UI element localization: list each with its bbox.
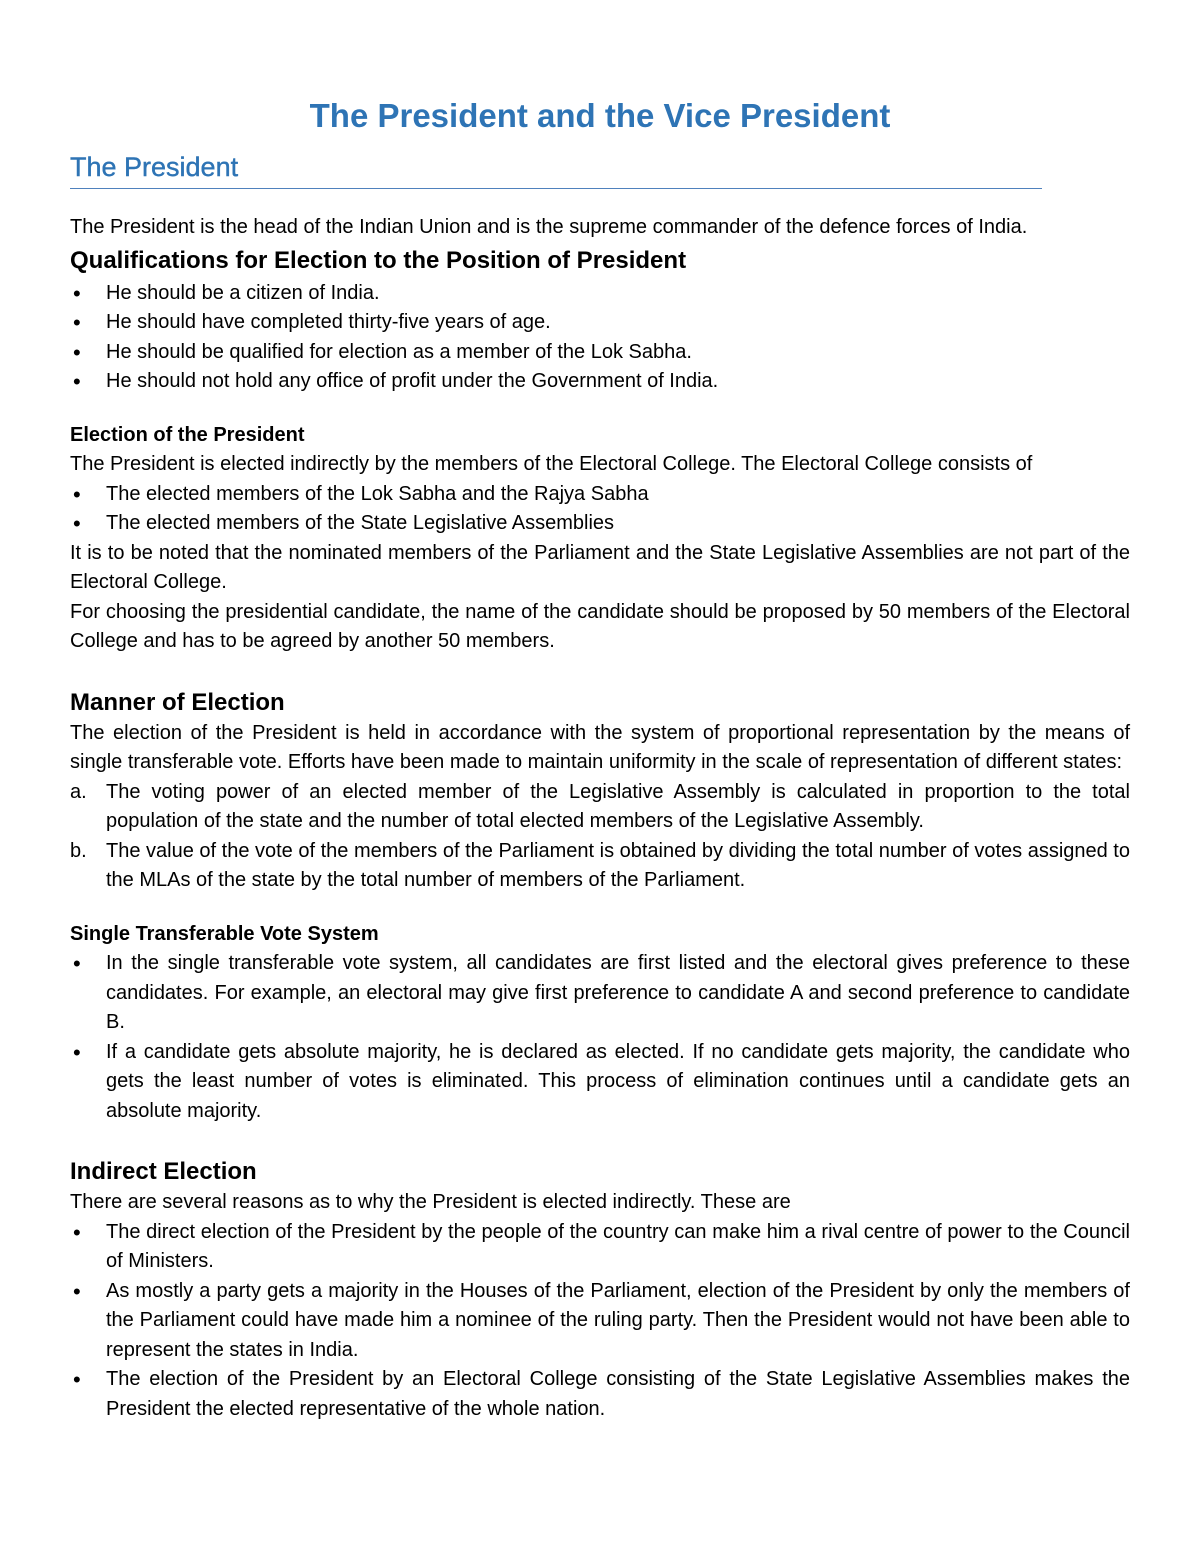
list-item: • He should not hold any office of profit under the Government of India. bbox=[70, 367, 1130, 397]
stv-list bbox=[70, 949, 1130, 1126]
document-page bbox=[70, 92, 1130, 1424]
heading-divider bbox=[70, 188, 1042, 189]
indirect-heading: Indirect Election bbox=[70, 1158, 257, 1185]
qualifications-list bbox=[70, 279, 1130, 397]
manner-list bbox=[70, 778, 1130, 896]
indirect-list bbox=[70, 1218, 1130, 1425]
election-note-nominated: It is to be noted that the nominated members of the Parliament and the State Legislative Assemblies are not part of the Electoral College. bbox=[70, 541, 1130, 593]
election-heading: Election of the President bbox=[70, 423, 305, 446]
list-item bbox=[70, 837, 1130, 896]
list-item: • The elected members of the State Legislative Assemblies bbox=[70, 509, 1130, 539]
list-item: • The election of the President by an Electoral College consisting of the State Legislative Assemblies makes the President the elected representative of the whole nation. bbox=[70, 1365, 1130, 1424]
list-item-text: The value of the vote of the members of the Parliament is obtained by dividing the total number of votes assigned to the MLAs of the state by the total number of members of the Parliament. bbox=[106, 839, 1130, 891]
list-item: • In the single transferable vote system, all candidates are first listed and the electoral gives preference to these candidates. For example, an electoral may give first preference to candidate A and second preference to candidate B. bbox=[70, 949, 1130, 1038]
list-item bbox=[70, 778, 1130, 837]
president-intro: The President is the head of the Indian Union and is the supreme commander of the defence forces of India. bbox=[70, 216, 1028, 238]
list-item: • He should be a citizen of India. bbox=[70, 279, 1130, 309]
stv-heading: Single Transferable Vote System bbox=[70, 922, 379, 945]
indirect-intro: There are several reasons as to why the President is elected indirectly. These are bbox=[70, 1191, 791, 1213]
document-title: The President and the Vice President bbox=[309, 97, 891, 134]
list-marker: b. bbox=[70, 839, 87, 862]
list-item: • If a candidate gets absolute majority, he is declared as elected. If no candidate gets majority, the candidate who gets the least number of votes is eliminated. This process of elimination continues until a candidate gets an absolute majority. bbox=[70, 1038, 1130, 1127]
list-marker: a. bbox=[70, 780, 87, 803]
qualifications-heading: Qualifications for Election to the Position of President bbox=[70, 246, 687, 274]
list-item: • He should be qualified for election as a member of the Lok Sabha. bbox=[70, 338, 1130, 368]
list-item: • He should have completed thirty-five years of age. bbox=[70, 308, 1130, 338]
list-item: • The elected members of the Lok Sabha and the Rajya Sabha bbox=[70, 480, 1130, 510]
manner-heading: Manner of Election bbox=[70, 688, 285, 716]
electoral-college-list bbox=[70, 480, 1130, 539]
list-item-text: The voting power of an elected member of the Legislative Assembly is calculated in proportion to the total population of the state and the number of total elected members of the Legislative Assembly. bbox=[106, 780, 1130, 832]
election-note-proposal: For choosing the presidential candidate, the name of the candidate should be proposed by 50 members of the Electoral College and has to be agreed by another 50 members. bbox=[70, 600, 1130, 652]
list-item: • The direct election of the President by the people of the country can make him a rival centre of power to the Council of Ministers. bbox=[70, 1218, 1130, 1277]
election-intro: The President is elected indirectly by the members of the Electoral College. The Electoral College consists of bbox=[70, 453, 1033, 475]
section-heading-president: The President bbox=[70, 152, 239, 182]
manner-intro: The election of the President is held in accordance with the system of proportional representation by the means of single transferable vote. Efforts have been made to maintain uniformity in the scale of representation of different states: bbox=[70, 721, 1130, 773]
list-item: • As mostly a party gets a majority in the Houses of the Parliament, election of the President by only the members of the Parliament could have made him a nominee of the ruling party. Then the President would not have been able to represent the states in India. bbox=[70, 1277, 1130, 1366]
